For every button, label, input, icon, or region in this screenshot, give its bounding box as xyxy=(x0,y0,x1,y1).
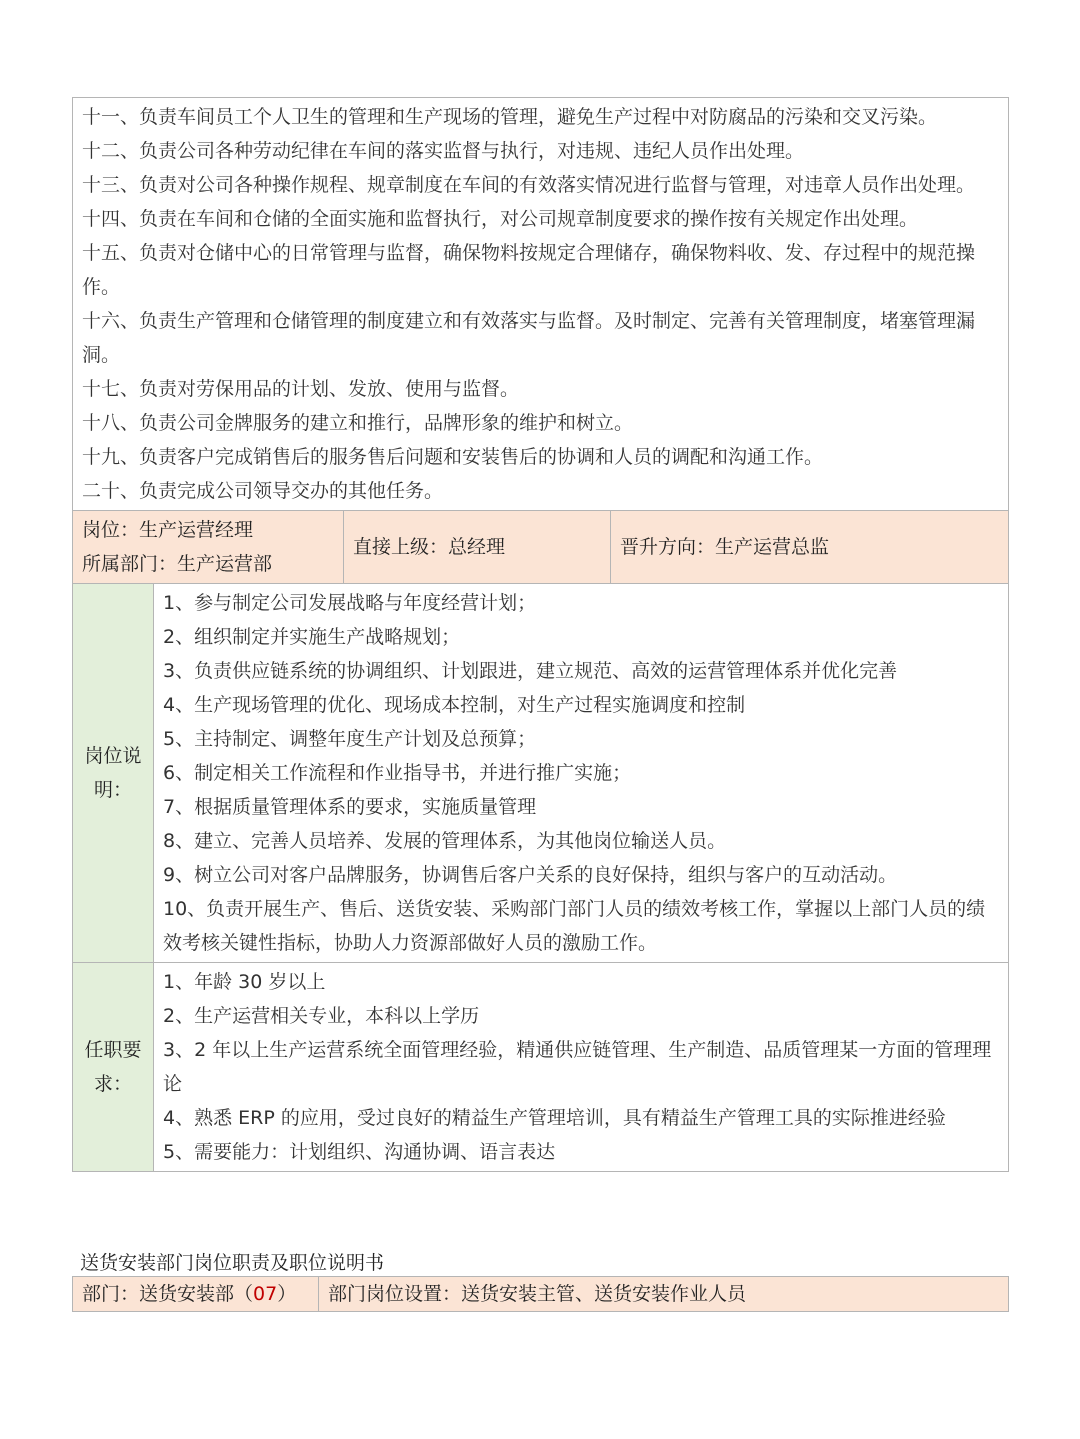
description-item: 4、生产现场管理的优化、现场成本控制，对生产过程实施调度和控制 xyxy=(163,694,746,716)
duty-item: 十二、负责公司各种劳动纪律在车间的落实监督与执行，对违规、违纪人员作出处理。 xyxy=(82,140,805,162)
duties-row xyxy=(73,98,1009,511)
description-content-cell xyxy=(154,584,1009,963)
delivery-department-row xyxy=(73,1277,1009,1312)
description-item: 8、建立、完善人员培养、发展的管理体系，为其他岗位输送人员。 xyxy=(163,830,727,852)
description-item: 7、根据质量管理体系的要求，实施质量管理 xyxy=(163,796,537,818)
description-label-line1: 岗位说 xyxy=(84,745,142,767)
duties-list xyxy=(73,98,1008,510)
position-department: 所属部门：生产运营部 xyxy=(82,553,273,575)
requirement-item: 1、年龄 30 岁以上 xyxy=(163,971,326,993)
requirements-label-line1: 任职要 xyxy=(84,1039,142,1061)
duty-item: 十九、负责客户完成销售后的服务售后问题和安装售后的协调和人员的调配和沟通工作。 xyxy=(82,446,824,468)
duty-item: 十七、负责对劳保用品的计划、发放、使用与监督。 xyxy=(82,378,520,400)
department-suffix: ） xyxy=(277,1283,297,1305)
delivery-department-cell xyxy=(73,1277,319,1312)
requirements-label-line2: 求： xyxy=(93,1073,132,1095)
description-item: 2、组织制定并实施生产战略规划； xyxy=(163,626,461,648)
requirement-item: 2、生产运营相关专业，本科以上学历 xyxy=(163,1005,480,1027)
job-description-table xyxy=(72,97,1009,1172)
delivery-department-table xyxy=(72,1276,1009,1312)
position-cell xyxy=(73,511,344,584)
description-label-line2: 明： xyxy=(93,779,132,801)
position-header-row xyxy=(73,511,1009,584)
superior-cell xyxy=(344,511,611,584)
duty-item: 十八、负责公司金牌服务的建立和推行，品牌形象的维护和树立。 xyxy=(82,412,634,434)
section-title: 送货安装部门岗位职责及职位说明书 xyxy=(80,1252,385,1274)
description-row xyxy=(73,584,1009,963)
description-label-cell xyxy=(73,584,154,963)
description-item: 6、制定相关工作流程和作业指导书，并进行推广实施； xyxy=(163,762,632,784)
duties-cell xyxy=(73,98,1009,511)
direct-superior: 直接上级：总经理 xyxy=(353,536,506,558)
department-code: 07 xyxy=(253,1283,278,1305)
description-item: 3、负责供应链系统的协调组织、计划跟进，建立规范、高效的运营管理体系并优化完善 xyxy=(163,660,898,682)
requirement-item: 4、熟悉 ERP 的应用，受过良好的精益生产管理培训，具有精益生产管理工具的实际推进经验 xyxy=(163,1107,946,1129)
requirements-content-cell xyxy=(154,963,1009,1172)
position-title: 岗位：生产运营经理 xyxy=(82,519,254,541)
description-item: 10、负责开展生产、售后、送货安装、采购部门部门人员的绩效考核工作，掌握以上部门人员的绩效考核关键性指标，协助人力资源部做好人员的激励工作。 xyxy=(163,898,986,954)
requirements-row xyxy=(73,963,1009,1172)
description-item: 9、树立公司对客户品牌服务，协调售后客户关系的良好保持，组织与客户的互动活动。 xyxy=(163,864,898,886)
requirement-item: 5、需要能力：计划组织、沟通协调、语言表达 xyxy=(163,1141,556,1163)
delivery-positions-cell xyxy=(319,1277,1009,1312)
duty-item: 十三、负责对公司各种操作规程、规章制度在车间的有效落实情况进行监督与管理，对违章人员作出处理。 xyxy=(82,174,976,196)
description-item: 5、主持制定、调整年度生产计划及总预算； xyxy=(163,728,537,750)
duty-item: 十五、负责对仓储中心的日常管理与监督，确保物料按规定合理储存，确保物料收、发、存过程中的规范操作。 xyxy=(82,242,976,298)
requirements-label-cell xyxy=(73,963,154,1172)
description-item: 1、参与制定公司发展战略与年度经营计划； xyxy=(163,592,537,614)
department-prefix: 部门：送货安装部（ xyxy=(82,1283,254,1305)
promotion-cell xyxy=(611,511,1009,584)
department-positions: 部门岗位设置：送货安装主管、送货安装作业人员 xyxy=(328,1283,747,1305)
duty-item: 十四、负责在车间和仓储的全面实施和监督执行，对公司规章制度要求的操作按有关规定作出处理。 xyxy=(82,208,919,230)
duty-item: 二十、负责完成公司领导交办的其他任务。 xyxy=(82,480,444,502)
promotion-path: 晋升方向：生产运营总监 xyxy=(620,536,830,558)
requirement-item: 3、2 年以上生产运营系统全面管理经验，精通供应链管理、生产制造、品质管理某一方面的管理理论 xyxy=(163,1039,992,1095)
duty-item: 十一、负责车间员工个人卫生的管理和生产现场的管理，避免生产过程中对防腐品的污染和交叉污染。 xyxy=(82,106,938,128)
duty-item: 十六、负责生产管理和仓储管理的制度建立和有效落实与监督。及时制定、完善有关管理制度，堵塞管理漏洞。 xyxy=(82,310,976,366)
